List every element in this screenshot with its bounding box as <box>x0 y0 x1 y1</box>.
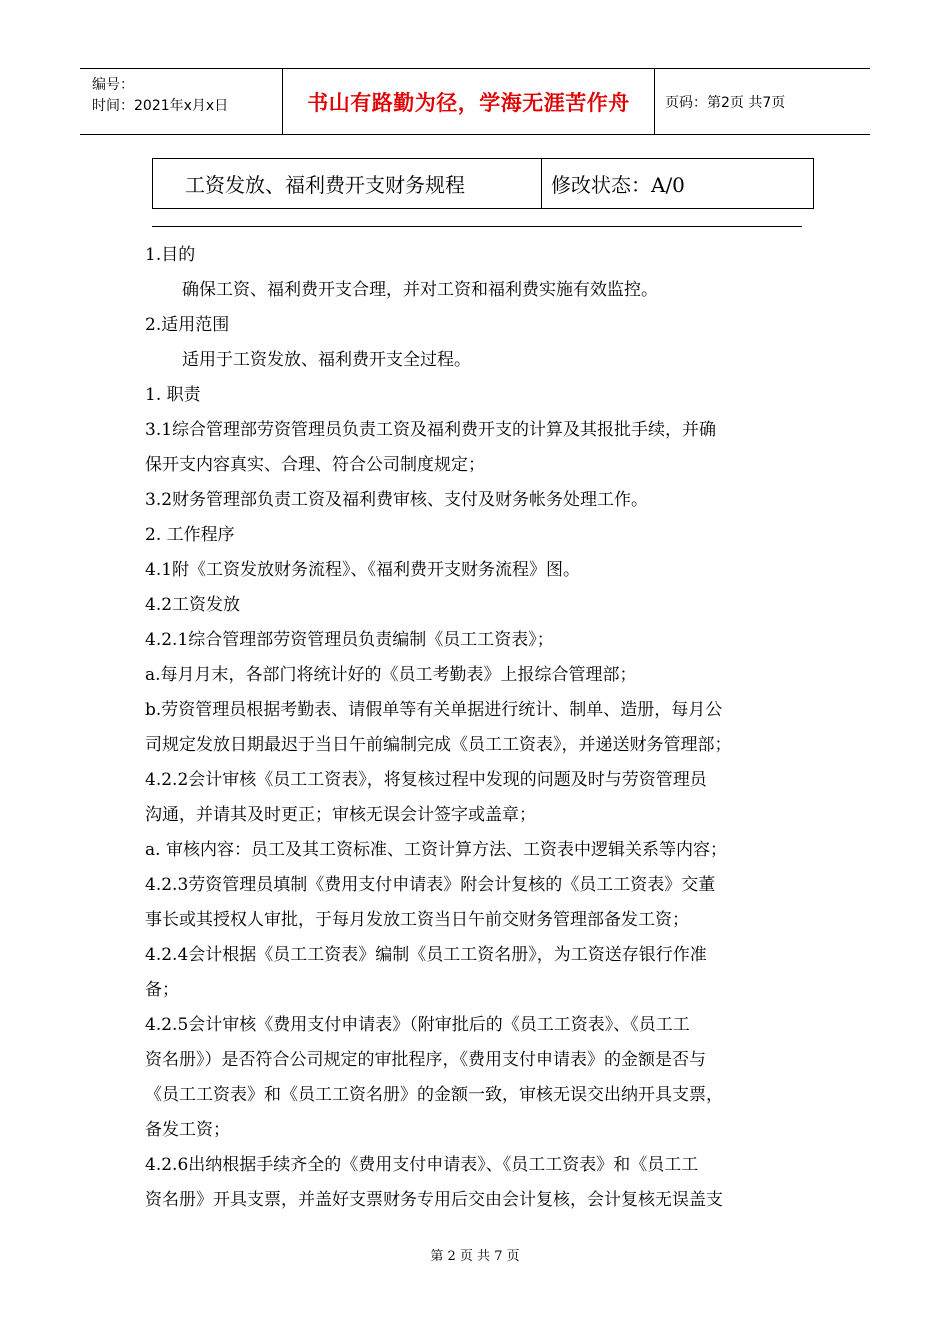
body-line: 确保工资、福利费开支合理，并对工资和福利费实施有效监控。 <box>182 280 658 300</box>
body-line: 2.适用范围 <box>145 315 230 335</box>
body-line: 备发工资； <box>145 1120 230 1140</box>
title-box <box>152 158 814 209</box>
header-meta <box>80 69 283 134</box>
body-line: b.劳资管理员根据考勤表、请假单等有关单据进行统计、制单、造册，每月公 <box>145 700 723 720</box>
body-line: 4.2.6出纳根据手续齐全的《费用支付申请表》、《员工工资表》和《员工工 <box>145 1155 699 1175</box>
body-line: 《员工工资表》和《员工工资名册》的金额一致，审核无误交出纳开具支票， <box>145 1085 723 1105</box>
body-line: a. 审核内容：员工及其工资标准、工资计算方法、工资表中逻辑关系等内容； <box>145 840 727 860</box>
body-line: 4.2.3劳资管理员填制《费用支付申请表》附会计复核的《员工工资表》交董 <box>145 875 716 895</box>
body-line: 资名册》开具支票，并盖好支票财务专用后交由会计复核，会计复核无误盖支 <box>145 1190 723 1210</box>
body-line: 事长或其授权人审批，于每月发放工资当日午前交财务管理部备发工资； <box>145 910 689 930</box>
body-line: 司规定发放日期最迟于当日午前编制完成《员工工资表》，并递送财务管理部； <box>145 735 732 755</box>
body-line: 1. 职责 <box>145 385 201 405</box>
body-line: 4.2.1综合管理部劳资管理员负责编制《员工工资表》； <box>145 630 554 650</box>
body-line: 4.2.2会计审核《员工工资表》，将复核过程中发现的问题及时与劳资管理员 <box>145 770 707 790</box>
body-line: 2. 工作程序 <box>145 525 235 545</box>
body-line: 沟通，并请其及时更正；审核无误会计签字或盖章； <box>145 805 536 825</box>
body-line: 4.2.4会计根据《员工工资表》编制《员工工资名册》，为工资送存银行作准 <box>145 945 707 965</box>
document-body <box>145 238 805 1218</box>
body-line: 3.2财务管理部负责工资及福利费审核、支付及财务帐务处理工作。 <box>145 490 649 510</box>
number-label: 编号： <box>92 77 134 93</box>
body-line: 保开支内容真实、合理、符合公司制度规定； <box>145 455 485 475</box>
body-line: 4.2.5会计审核《费用支付申请表》（附审批后的《员工工资表》、《员工工 <box>145 1015 690 1035</box>
document-title: 工资发放、福利费开支财务规程 <box>153 159 542 208</box>
time-label: 时间：2021年x月x日 <box>92 98 229 114</box>
body-line: 资名册》）是否符合公司规定的审批程序，《费用支付申请表》的金额是否与 <box>145 1050 706 1070</box>
body-line: 4.1附《工资发放财务流程》、《福利费开支财务流程》图。 <box>145 560 581 580</box>
page-footer: 第 2 页 共 7 页 <box>430 1249 520 1264</box>
body-line: 备； <box>145 980 179 1000</box>
title-divider <box>152 226 802 227</box>
body-line: a.每月月末，各部门将统计好的《员工考勤表》上报综合管理部； <box>145 665 637 685</box>
header-page-code: 页码：第2页 共7页 <box>665 94 786 111</box>
header-motto: 书山有路勤为径，学海无涯苦作舟 <box>283 69 655 134</box>
body-line: 4.2工资发放 <box>145 595 241 615</box>
document-header <box>80 68 870 135</box>
body-line: 1.目的 <box>145 245 196 265</box>
body-line: 适用于工资发放、福利费开支全过程。 <box>182 350 471 370</box>
body-line: 3.1综合管理部劳资管理员负责工资及福利费开支的计算及其报批手续，并确 <box>145 420 717 440</box>
revision-status: 修改状态：A/0 <box>551 173 685 197</box>
